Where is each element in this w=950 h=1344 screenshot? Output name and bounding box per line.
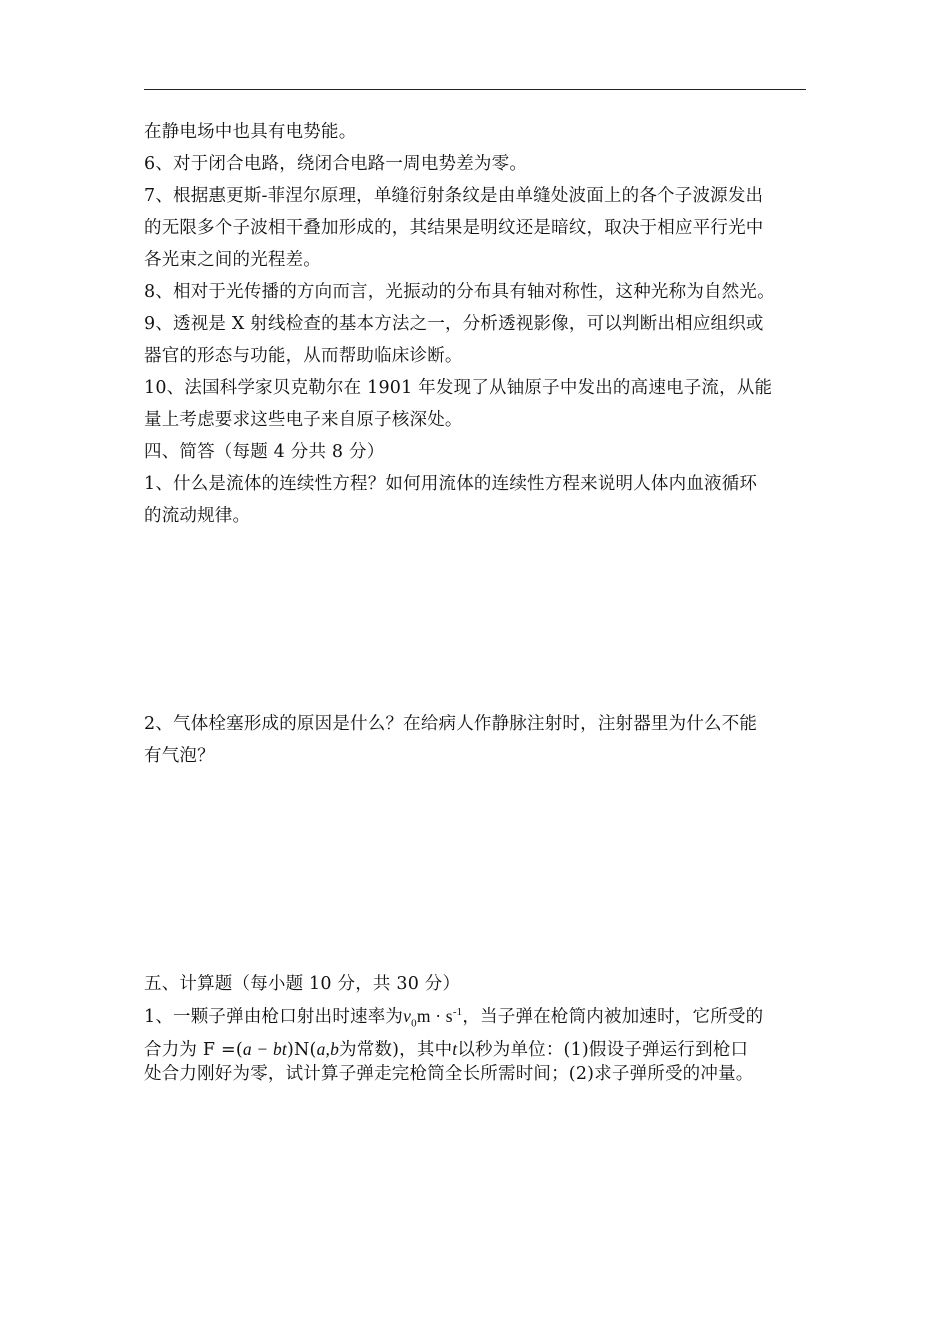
tf-item-7-line2: 的无限多个子波相干叠加形成的，其结果是明纹还是暗纹，取决于相应平行光中: [144, 218, 764, 238]
continuation-line: 在静电场中也具有电势能。: [144, 122, 357, 142]
constants-symbols: a,b: [316, 1039, 340, 1059]
true-false-continuation: [144, 116, 808, 532]
calc-q1-line2-prefix: 合力为 F =(: [144, 1040, 243, 1060]
section-5: [144, 968, 808, 1090]
calc-q1-line1-prefix: 1、一颗子弹由枪口射出时速率为: [144, 1007, 404, 1027]
short-answer-q1-line1: 1、什么是流体的连续性方程？如何用流体的连续性方程来说明人体内血液循环: [144, 474, 758, 494]
speed-formula: [403, 1006, 463, 1030]
short-answer-q2-line1: 2、气体栓塞形成的原因是什么？在给病人作静脉注射时，注射器里为什么不能: [144, 714, 758, 734]
tf-item-10-line1: 10、法国科学家贝克勒尔在 1901 年发现了从铀原子中发出的高速电子流，从能: [144, 378, 773, 398]
calc-q1-line1-suffix: ，当子弹在枪筒内被加速时，它所受的: [462, 1007, 764, 1027]
calc-q1-line1: [144, 1000, 808, 1033]
section-4-title: 四、简答（每题 4 分共 8 分）: [144, 442, 385, 462]
tf-item-7-line1: 7、根据惠更斯-菲涅尔原理，单缝衍射条纹是由单缝处波面上的各个子波源发出: [144, 186, 764, 206]
speed-subscript: 0: [411, 1017, 417, 1030]
tf-item-8: 8、相对于光传播的方向而言，光振动的分布具有轴对称性，这种光称为自然光。: [144, 282, 775, 302]
speed-symbol: v: [403, 1006, 412, 1026]
tf-item-7-line3: 各光束之间的光程差。: [144, 250, 321, 270]
speed-unit: m · s: [416, 1006, 453, 1026]
tf-item-9-line1: 9、透视是 X 射线检查的基本方法之一，分析透视影像，可以判断出相应组织或: [144, 314, 764, 334]
short-answer-q2-line2: 有气泡？: [144, 746, 215, 766]
header-rule: [144, 89, 806, 90]
force-expression: a − bt: [242, 1039, 287, 1059]
tf-item-6: 6、对于闭合电路，绕闭合电路一周电势差为零。: [144, 154, 528, 174]
short-answer-q1-line2: 的流动规律。: [144, 506, 251, 526]
speed-exponent: -1: [452, 1006, 463, 1019]
calc-q1-line2-suffix: 以秒为单位：(1)假设子弹运行到枪口: [457, 1040, 749, 1060]
calc-q1-line2-mid: )N(: [286, 1040, 317, 1060]
time-symbol: t: [452, 1039, 458, 1059]
short-answer-q2: [144, 708, 808, 772]
calc-q1-line2-mid2: 为常数)，其中: [339, 1040, 453, 1060]
tf-item-10-line2: 量上考虑要求这些电子来自原子核深处。: [144, 410, 463, 430]
section-5-title: 五、计算题（每小题 10 分，共 30 分）: [144, 974, 461, 994]
calc-q1-line3: 处合力刚好为零，试计算子弹走完枪筒全长所需时间；(2)求子弹所受的冲量。: [144, 1064, 754, 1084]
tf-item-9-line2: 器官的形态与功能，从而帮助临床诊断。: [144, 346, 463, 366]
